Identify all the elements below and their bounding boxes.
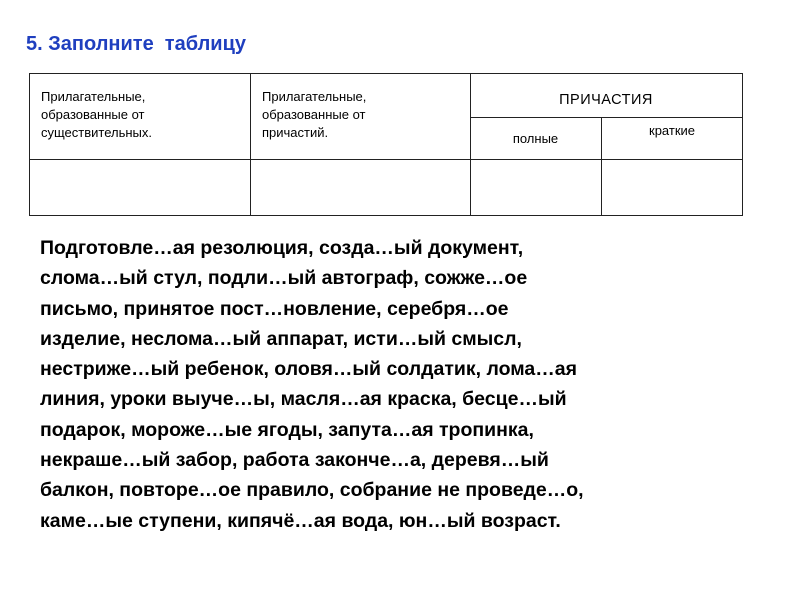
text-line: изделие, неслома…ый аппарат, исти…ый смысл, (40, 327, 522, 350)
header-participles: ПРИЧАСТИЯ (559, 92, 653, 108)
subheader-short: краткие (649, 123, 695, 138)
answer-cell-nouns (30, 160, 250, 215)
answer-cell-participle-adjectives (251, 160, 470, 215)
subheader-full: полные (512, 131, 559, 146)
fill-table (29, 73, 743, 216)
text-line: слома…ый стул, подли…ый автограф, сожже…ое (40, 267, 528, 290)
text-line: нестриже…ый ребенок, оловя…ый солдатик, лома…ая (40, 358, 577, 381)
header-adjectives-from-participles: Прилагательные, образованные от причастий. (262, 89, 367, 140)
text-line: линия, уроки выуче…ы, масля…ая краска, бесце…ый (40, 388, 567, 411)
answer-cell-full-participles (471, 160, 601, 215)
header-adjectives-from-nouns: Прилагательные, образованные от существительных. (41, 89, 153, 140)
text-line: балкон, повторе…ое правило, собрание не проведе…о, (40, 479, 584, 502)
table-subheader-divider (470, 117, 742, 118)
answer-cell-short-participles (602, 160, 742, 215)
text-line: Подготовле…ая резолюция, созда…ый документ, (40, 237, 524, 259)
text-line: некраше…ый забор, работа законче…а, деревя…ый (40, 449, 549, 472)
exercise-text (40, 233, 780, 536)
text-line: каме…ые ступени, кипячё…ая вода, юн…ый возраст. (40, 509, 561, 532)
text-line: письмо, принятое пост…новление, серебря…ое (40, 297, 509, 320)
exercise-title: 5. Заполните таблицу (26, 33, 246, 55)
text-line: подарок, мороже…ые ягоды, запута…ая тропинка, (40, 418, 534, 441)
